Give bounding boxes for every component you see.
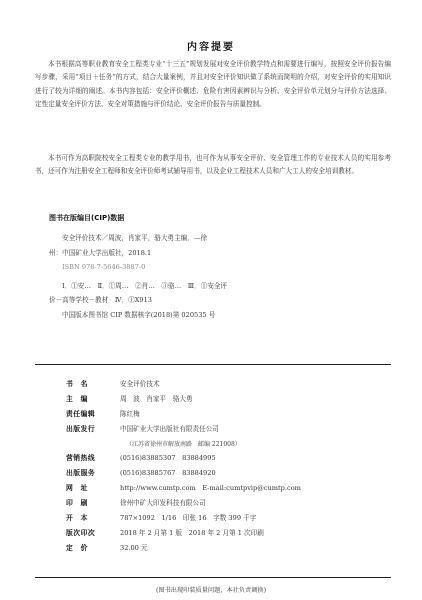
imprint-row-title [66, 378, 391, 390]
imprint-label: 版次印次 [66, 529, 96, 537]
cip-record-line-1: 安全评价技术／周波，肖家平，骆大勇主编．—徐 [62, 234, 208, 242]
bottom-rule [35, 577, 391, 578]
imprint-row-sales-hotline [66, 452, 391, 464]
imprint-value: 徐州中矿大印发科技有限公司 [120, 499, 206, 507]
cip-classification-2: 价－高等学校－教材 Ⅳ．①X913 [49, 296, 152, 304]
imprint-row-price [66, 542, 391, 554]
imprint-value: (0516)83885767 83884920 [120, 469, 216, 477]
imprint-row-editors [66, 393, 391, 405]
imprint-label: 出版服务 [66, 469, 96, 477]
imprint-label: 定 价 [66, 544, 88, 552]
imprint-value: (0516)83885307 83884995 [120, 454, 216, 462]
imprint-row-responsible-editor [66, 408, 391, 420]
summary-title: 内容提要 [187, 42, 235, 53]
cip-record-line-2: 州：中国矿业大学出版社，2018.1 [49, 249, 152, 257]
imprint-value: 陈红梅 [120, 410, 140, 418]
cip-classification-1: Ⅰ．①安… Ⅱ．①周… ②肖… ③骆… Ⅲ．①安全评 [62, 282, 228, 290]
imprint-row-printer [66, 497, 391, 509]
imprint-label: 责任编辑 [66, 410, 96, 418]
imprint-value: 周 波 肖家平 骆大勇 [120, 395, 193, 403]
imprint-row-publisher [66, 423, 391, 435]
summary-paragraph-1: 本书根据高等职业教育安全工程类专业“十三五”规划发展对安全评价教学特点和需要进行编写，按照安全评价报告编写步骤，采用“项目＋任务”的方式，结合大量案例，并且对安全评价知识做了系统而简明的介绍，对安全评价的实用知识进行了较为详细的阐述。本书内容包括：安全评价概述、危险有害因素辨识与分析、安全评价单元划分与评价方法选择、定性定量安全评价方法、安全对策措施与评价结论、安全评价报告与质量控制。 [35, 60, 391, 109]
imprint-value: http://www.cumtp.com E-mail:cumtpvip@cumtp.com [120, 484, 301, 492]
publisher-address: （江苏省徐州市解放南路 邮编 221008） [126, 441, 241, 448]
imprint-row-edition [66, 527, 391, 539]
imprint-row-website [66, 482, 391, 494]
cip-heading: 图书在版编目(CIP)数据 [49, 214, 125, 222]
imprint-label: 书 名 [66, 380, 88, 388]
imprint-row-publishing-service [66, 467, 391, 479]
imprint-value: 32.00 元 [120, 544, 148, 552]
cip-isbn: ISBN 978-7-5646-3887-0 [62, 263, 146, 271]
imprint-label: 出版发行 [66, 425, 96, 433]
imprint-value: 中国矿业大学出版社有限责任公司 [120, 425, 219, 433]
imprint-label: 开 本 [66, 514, 88, 522]
footer-note: (图书出现印装质量问题，本社负责调换) [155, 587, 266, 594]
summary-paragraph-2: 本书可作为高职院校安全工程类专业的教学用书，也可作为从事安全评价、安全管理工作的专业技术人员的实用参考书，还可作为注册安全工程师和安全评价师考试辅导用书，以及企业工程技术人员和广大工人的安全培训教材。 [35, 154, 391, 176]
top-rule [35, 364, 391, 365]
imprint-value: 787×1092 1/16 印张 16 字数 399 千字 [120, 514, 257, 522]
imprint-row-format [66, 512, 391, 524]
imprint-label: 主 编 [66, 395, 88, 403]
imprint-value: 2018 年 2 月第 1 版 2018 年 2 月第 1 次印刷 [120, 529, 264, 537]
cip-number: 中国版本图书馆 CIP 数据核字(2018)第 020535 号 [62, 311, 216, 319]
imprint-label: 印 刷 [66, 499, 88, 507]
imprint-label: 网 址 [66, 484, 88, 492]
imprint-value: 安全评价技术 [120, 380, 160, 388]
imprint-label: 营销热线 [66, 454, 96, 462]
